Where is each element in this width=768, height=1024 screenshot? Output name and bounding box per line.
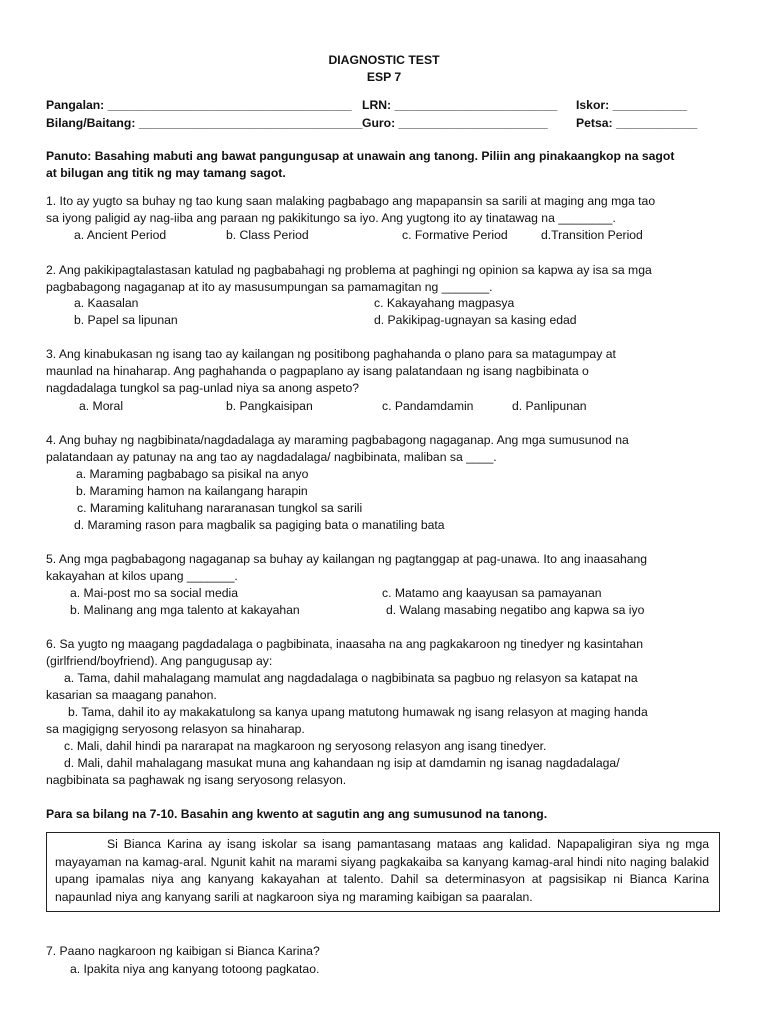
question-3-option-a: a. Moral [79, 399, 124, 413]
question-2-option-d: d. Pakikipag-ugnayan sa kasing edad [374, 313, 577, 327]
question-6-option-b-line-1: b. Tama, dahil ito ay makakatulong sa kanya upang matutong humawak ng isang relasyon at maging handa [68, 705, 648, 719]
question-4-line-2: palatandaan ay patunay na ang tao ay nagdadalaga/ nagbibinata, maliban sa ____. [46, 450, 497, 464]
question-6-option-a-line-2: kasarian sa maagang panahon. [46, 688, 217, 702]
question-1-option-d: d.Transition Period [541, 228, 643, 242]
question-3-option-d: d. Panlipunan [512, 399, 587, 413]
question-6-option-a-line-1: a. Tama, dahil mahalagang mamulat ang nagdadalaga o nagbibinata sa pagbuo ng relasyon sa katapat na [64, 671, 638, 685]
question-6-option-d-line-1: d. Mali, dahil mahalagang masukat muna ang kahandaan ng isip at damdamin ng isanag nagdadalaga/ [64, 756, 620, 770]
question-4-option-c: c. Maraming kalituhang nararanasan tungkol sa sarili [77, 501, 363, 515]
question-3-line-3: nagdadalaga tungkol sa pag-unlad niya sa anong aspeto? [46, 381, 360, 395]
question-4-option-b: b. Maraming hamon na kailangang harapin [76, 484, 308, 498]
test-subtitle: ESP 7 [366, 70, 402, 84]
section-heading: Para sa bilang na 7-10. Basahin ang kwento at sagutin ang ang sumusunod na tanong. [46, 807, 548, 821]
question-6-option-b-line-2: sa magigigng seryosong relasyon sa hinaharap. [46, 722, 305, 736]
question-2-option-c: c. Kakayahang magpasya [374, 296, 515, 310]
question-3-option-b: b. Pangkaisipan [226, 399, 313, 413]
question-5-option-c: c. Matamo ang kaayusan sa pamayanan [382, 586, 602, 600]
question-2-option-b: b. Papel sa lipunan [74, 313, 178, 327]
date-field: Petsa: ____________ [576, 116, 698, 130]
question-6-option-d-line-2: nagbibinata sa paghawak ng isang seryosong relasyon. [46, 773, 347, 787]
question-3-line-2: maunlad na hinaharap. Ang paghahanda o pagpaplano ay isang palatandaan ng isang nagbibinata o [46, 364, 589, 378]
teacher-field: Guro: ______________________ [362, 116, 548, 130]
instructions-line-2: at bilugan ang titik ng may tamang sagot. [46, 166, 286, 180]
question-3-line-1: 3. Ang kinabukasan ng isang tao ay kailangan ng positibong paghahanda o plano para sa matagumpay at [46, 347, 616, 361]
question-2-option-a: a. Kaasalan [74, 296, 139, 310]
question-1-option-a: a. Ancient Period [74, 228, 167, 242]
story-text: Si Bianca Karina ay isang iskolar sa isang pamantasang mataas ang kalidad. Napapaligiran siya ng mga mayayaman na kamag-aral. Ngunit kahit na marami siyang pagkakaiba sa kanyang kamag-aral hindi nito naging balakid upang ipamalas niya ang kanyang kakayahan at talento. Dahil sa determinasyon at pagsisikap ni Bianca Karina napaunlad niya ang kanyang sarili at nagkaroon siya ng maraming kaibigan sa paaralan. [55, 837, 709, 904]
question-1-option-b: b. Class Period [226, 228, 309, 242]
question-2-line-1: 2. Ang pakikipagtalastasan katulad ng pagbabahagi ng problema at paghingi ng opinion sa kapwa ay isa sa mga [46, 263, 652, 277]
test-title: DIAGNOSTIC TEST [328, 53, 440, 67]
question-5-option-b: b. Malinang ang mga talento at kakayahan [70, 603, 300, 617]
question-4-line-1: 4. Ang buhay ng nagbibinata/nagdadalaga ay maraming pagbabagong nagaganap. Ang mga sumusunod na [46, 433, 629, 447]
question-4-option-a: a. Maraming pagbabago sa pisikal na anyo [76, 467, 309, 481]
question-6-option-c: c. Mali, dahil hindi pa nararapat na magkaroon ng seryosong relasyon ang isang tinedyer. [64, 739, 547, 753]
question-6-line-1: 6. Sa yugto ng maagang pagdadalaga o pagbibinata, inaasaha na ang pagkakaroon ng tinedyer ng kasintahan [46, 637, 643, 651]
lrn-field: LRN: ________________________ [362, 98, 558, 112]
question-6-line-2: (girlfriend/boyfriend). Ang pangugusap ay: [46, 654, 273, 668]
score-field: Iskor: ___________ [576, 98, 688, 112]
question-4-option-d: d. Maraming rason para magbalik sa pagiging bata o manatiling bata [74, 518, 445, 532]
question-1-line-1: 1. Ito ay yugto sa buhay ng tao kung saan malaking pagbabago ang mapapansin sa sarili at maging ang mga tao [46, 194, 656, 208]
grade-section-field: Bilang/Baitang: _________________________________ [46, 116, 363, 130]
story-box [46, 832, 720, 912]
question-2-line-2: pagbabagong nagaganap at ito ay masusumpungan sa pamamagitan ng _______. [46, 280, 493, 294]
question-7-option-a: a. Ipakita niya ang kanyang totoong pagkatao. [70, 962, 320, 976]
question-5-line-1: 5. Ang mga pagbabagong nagaganap sa buhay ay kailangan ng pagtanggap at pag-unawa. Ito ang inaasahang [46, 552, 648, 566]
question-1-option-c: c. Formative Period [402, 228, 508, 242]
instructions-line-1: Panuto: Basahing mabuti ang bawat pangungusap at unawain ang tanong. Piliin ang pinakaangkop na sagot [46, 149, 675, 163]
question-7-line-1: 7. Paano nagkaroon ng kaibigan si Bianca Karina? [46, 944, 320, 958]
question-5-option-d: d. Walang masabing negatibo ang kapwa sa iyo [386, 603, 645, 617]
question-5-option-a: a. Mai-post mo sa social media [70, 586, 238, 600]
question-5-line-2: kakayahan at kilos upang _______. [46, 569, 238, 583]
question-1-line-2: sa iyong paligid ay nag-iiba ang paraan ng pakikitungo sa iyo. Ang yugtong ito ay tinatawag na ________. [46, 211, 616, 225]
name-field: Pangalan: ____________________________________ [46, 98, 352, 112]
question-3-option-c: c. Pandamdamin [382, 399, 474, 413]
